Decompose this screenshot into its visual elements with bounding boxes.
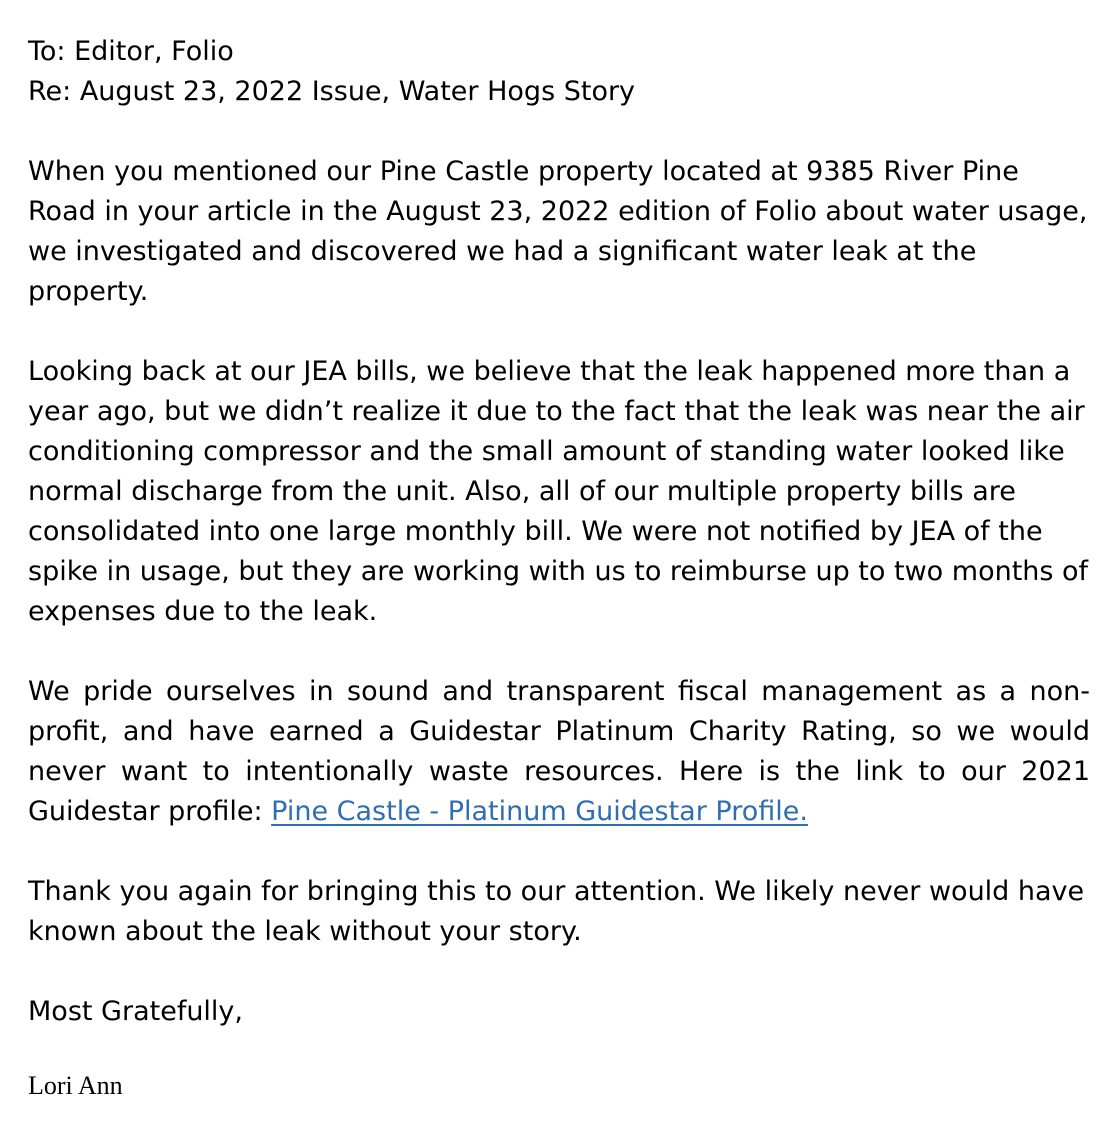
signature: Lori Ann [28, 1071, 123, 1100]
paragraph-jea-bills: Looking back at our JEA bills, we believe that the leak happened more than a year ago, but we didn’t realize it due to the fact that the leak was near the air conditioning compressor and the small amount of standing water looked like normal discharge from the unit. Also, all of our multiple property bills are consolidated into one large monthly bill. We were not notified by JEA of the spike in usage, but they are working with us to reimburse up to two months of expenses due to the leak. [28, 356, 1089, 627]
paragraph-property-leak: When you mentioned our Pine Castle property located at 9385 River Pine Road in your article in the August 23, 2022 edition of Folio about water usage, we investigated and discovered we had a significant water leak at the property. [28, 156, 1088, 307]
fiscal-management-text: We pride ourselves in sound and transparent fiscal management as a non-profit, and have earned a Guidestar Platinum Charity Rating, so we would never want to intentionally waste resources. Here is the link to our 2021 Guidestar profile: [28, 676, 1090, 827]
paragraph-thank-you: Thank you again for bringing this to our attention. We likely never would have known about the leak without your story. [28, 876, 1085, 947]
to-line: To: Editor, Folio [28, 36, 234, 67]
letter-body [28, 32, 1090, 1106]
guidestar-profile-link[interactable]: Pine Castle - Platinum Guidestar Profile. [271, 796, 808, 827]
closing-salutation: Most Gratefully, [28, 996, 243, 1027]
paragraph-fiscal-management [28, 672, 1090, 832]
re-line: Re: August 23, 2022 Issue, Water Hogs Story [28, 76, 636, 107]
